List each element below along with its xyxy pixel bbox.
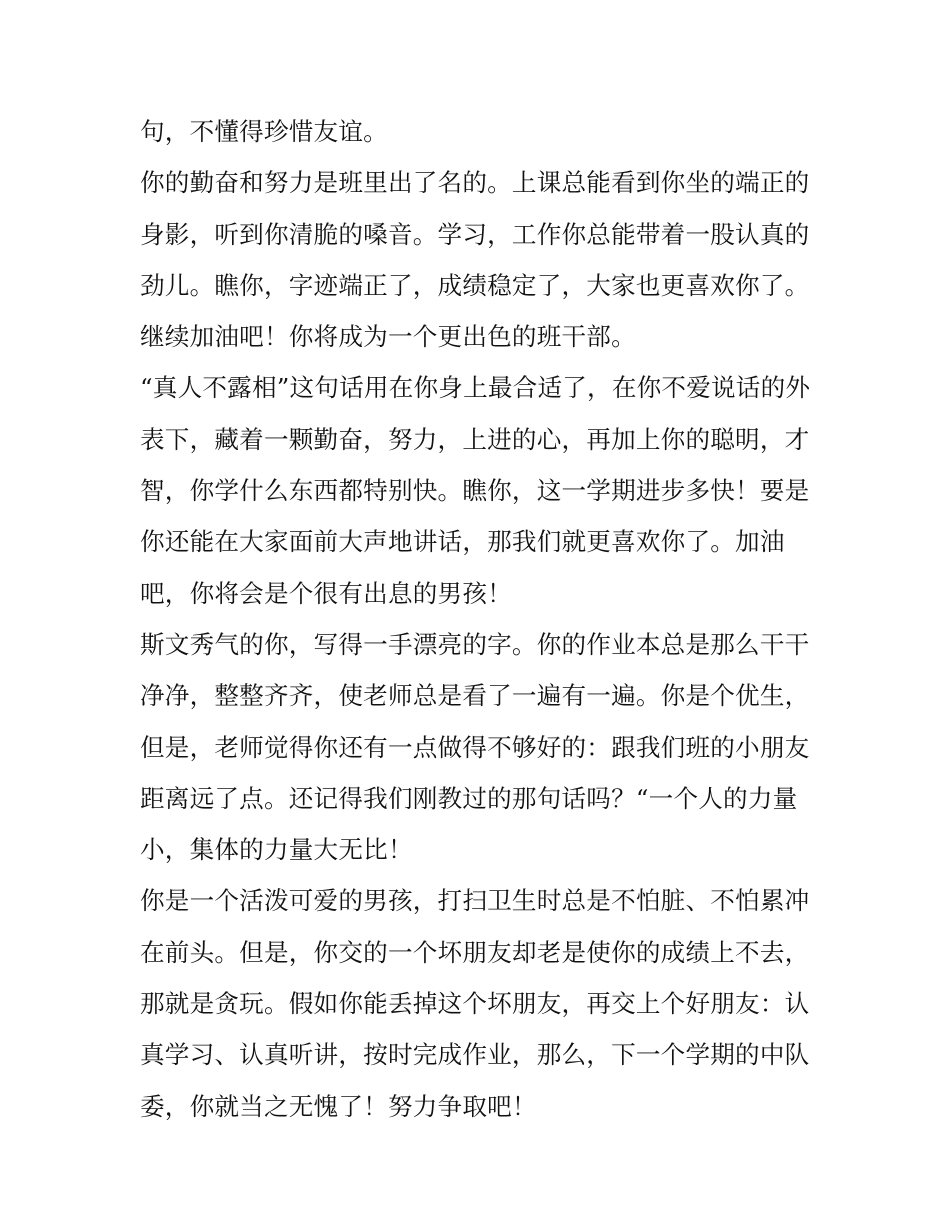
text-line: 劲儿。瞧你，字迹端正了，成绩稳定了，大家也更喜欢你了。 — [140, 270, 810, 300]
text-line: 身影，听到你清脆的嗓音。学习，工作你总能带着一股认真的 — [140, 219, 810, 249]
text-line: 净净，整整齐齐，使老师总是看了一遍有一遍。你是个优生， — [140, 681, 810, 711]
text-line: 距离远了点。还记得我们刚教过的那句话吗？“一个人的力量 — [140, 783, 798, 813]
text-line: 真学习、认真听讲，按时完成作业，那么，下一个学期的中队 — [140, 1040, 810, 1070]
text-line: 但是，老师觉得你还有一点做得不够好的：跟我们班的小朋友 — [140, 732, 810, 762]
text-line: 继续加油吧！你将成为一个更出色的班干部。 — [140, 322, 636, 352]
text-line: 那就是贪玩。假如你能丢掉这个坏朋友，再交上个好朋友：认 — [140, 989, 810, 1019]
text-line: 你是一个活泼可爱的男孩，打扫卫生时总是不怕脏、不怕累冲 — [140, 886, 810, 916]
text-line: 吧，你将会是个很有出息的男孩！ — [140, 578, 512, 608]
text-line: 句，不懂得珍惜友谊。 — [140, 117, 388, 146]
text-line: 斯文秀气的你，写得一手漂亮的字。你的作业本总是那么干干 — [140, 629, 810, 659]
text-line: 表下，藏着一颗勤奋，努力，上进的心，再加上你的聪明，才 — [140, 424, 810, 454]
text-line: 在前头。但是，你交的一个坏朋友却老是使你的成绩上不去， — [140, 937, 810, 967]
text-line: 你的勤奋和努力是班里出了名的。上课总能看到你坐的端正的 — [140, 168, 810, 198]
text-line: 智，你学什么东西都特别快。瞧你，这一学期进步多快！要是 — [140, 476, 810, 506]
text-line: “真人不露相”这句话用在你身上最合适了，在你不爱说话的外 — [140, 373, 811, 403]
text-line: 小，集体的力量大无比！ — [140, 835, 413, 865]
comment-text-block — [140, 106, 820, 1132]
text-line: 委，你就当之无愧了！努力争取吧！ — [140, 1091, 537, 1121]
text-line: 你还能在大家面前大声地讲话，那我们就更喜欢你了。加油 — [140, 527, 785, 557]
